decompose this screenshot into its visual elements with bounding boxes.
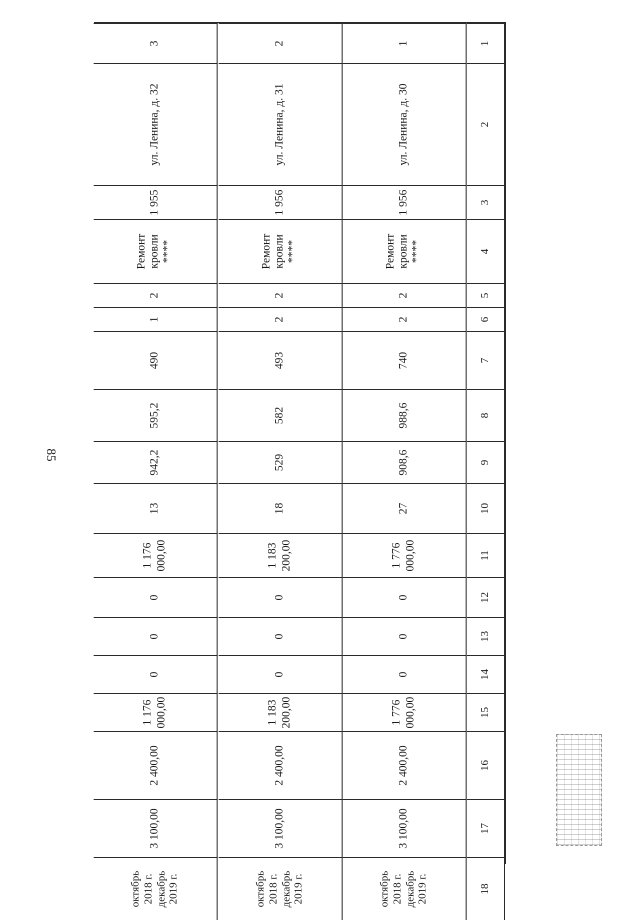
column-header-12: 12: [467, 577, 505, 617]
page-number: 85: [44, 448, 59, 462]
table-cell-row1-col9: 908,6: [343, 441, 467, 483]
table-cell-row2-col1: 2: [218, 23, 342, 63]
column-header-8: 8: [467, 389, 505, 441]
table-cell-row3-col8: 595,2: [94, 389, 218, 441]
table-cell-row1-col4: Ремонт кровли ****: [343, 219, 467, 283]
table-cell-row3-col1: 3: [94, 23, 218, 63]
table-cell-row3-col14: 0: [94, 655, 218, 693]
table-cell-row1-col2: ул. Ленина, д. 30: [343, 63, 467, 185]
table-cell-row1-col16: 2 400,00: [343, 731, 467, 799]
table-cell-row2-col18: октябрь 2018 г. декабрь 2019 г.: [218, 857, 342, 920]
table-cell-row3-col5: 2: [94, 283, 218, 307]
table-cell-row3-col12: 0: [94, 577, 218, 617]
column-header-16: 16: [467, 731, 505, 799]
table-cell-row3-col7: 490: [94, 331, 218, 389]
table-cell-row2-col9: 529: [218, 441, 342, 483]
table-cell-row1-col11: 1 776 000,00: [343, 533, 467, 577]
rotated-table-wrapper: [94, 22, 506, 908]
column-header-1: 1: [467, 23, 505, 63]
column-header-6: 6: [467, 307, 505, 331]
table-cell-row3-col6: 1: [94, 307, 218, 331]
column-header-15: 15: [467, 693, 505, 731]
table-cell-row2-col12: 0: [218, 577, 342, 617]
table-cell-row2-col16: 2 400,00: [218, 731, 342, 799]
column-header-13: 13: [467, 617, 505, 655]
table-cell-row3-col13: 0: [94, 617, 218, 655]
table-cell-row2-col11: 1 183 200,00: [218, 533, 342, 577]
column-header-9: 9: [467, 441, 505, 483]
table-cell-row1-col15: 1 776 000,00: [343, 693, 467, 731]
table-cell-row2-col4: Ремонт кровли ****: [218, 219, 342, 283]
column-header-18: 18: [467, 857, 505, 920]
table-cell-row1-col17: 3 100,00: [343, 799, 467, 857]
column-header-14: 14: [467, 655, 505, 693]
table-cell-row1-col1: 1: [343, 23, 467, 63]
table-cell-row3-col2: ул. Ленина, д. 32: [94, 63, 218, 185]
column-header-17: 17: [467, 799, 505, 857]
table-cell-row1-col12: 0: [343, 577, 467, 617]
table-cell-row1-col14: 0: [343, 655, 467, 693]
table-cell-row1-col8: 988,6: [343, 389, 467, 441]
table-cell-row3-col3: 1 955: [94, 185, 218, 219]
table-cell-row2-col15: 1 183 200,00: [218, 693, 342, 731]
table-cell-row1-col3: 1 956: [343, 185, 467, 219]
column-header-3: 3: [467, 185, 505, 219]
column-header-10: 10: [467, 483, 505, 533]
table-cell-row3-col10: 13: [94, 483, 218, 533]
column-header-7: 7: [467, 331, 505, 389]
table-cell-row3-col4: Ремонт кровли ****: [94, 219, 218, 283]
table-cell-row1-col13: 0: [343, 617, 467, 655]
column-header-5: 5: [467, 283, 505, 307]
table-cell-row1-col6: 2: [343, 307, 467, 331]
table-cell-row2-col3: 1 956: [218, 185, 342, 219]
column-header-2: 2: [467, 63, 505, 185]
table-cell-row2-col5: 2: [218, 283, 342, 307]
table-cell-row2-col8: 582: [218, 389, 342, 441]
table-cell-row3-col17: 3 100,00: [94, 799, 218, 857]
table-cell-row1-col7: 740: [343, 331, 467, 389]
column-header-4: 4: [467, 219, 505, 283]
table-cell-row2-col10: 18: [218, 483, 342, 533]
table-cell-row2-col6: 2: [218, 307, 342, 331]
table-cell-row3-col16: 2 400,00: [94, 731, 218, 799]
table-cell-row1-col10: 27: [343, 483, 467, 533]
table-cell-row2-col17: 3 100,00: [218, 799, 342, 857]
table-cell-row2-col14: 0: [218, 655, 342, 693]
repair-schedule-table: [94, 22, 506, 908]
column-header-11: 11: [467, 533, 505, 577]
table-cell-row1-col18: октябрь 2018 г. декабрь 2019 г.: [343, 857, 467, 920]
scan-stamp-mark: [556, 734, 602, 846]
table-cell-row2-col13: 0: [218, 617, 342, 655]
table-cell-row3-col15: 1 176 000,00: [94, 693, 218, 731]
table-cell-row1-col5: 2: [343, 283, 467, 307]
table-cell-row3-col9: 942,2: [94, 441, 218, 483]
table-cell-row3-col11: 1 176 000,00: [94, 533, 218, 577]
table-cell-row2-col7: 493: [218, 331, 342, 389]
table-cell-row3-col18: октябрь 2018 г. декабрь 2019 г.: [94, 857, 218, 920]
table-cell-row2-col2: ул. Ленина, д. 31: [218, 63, 342, 185]
